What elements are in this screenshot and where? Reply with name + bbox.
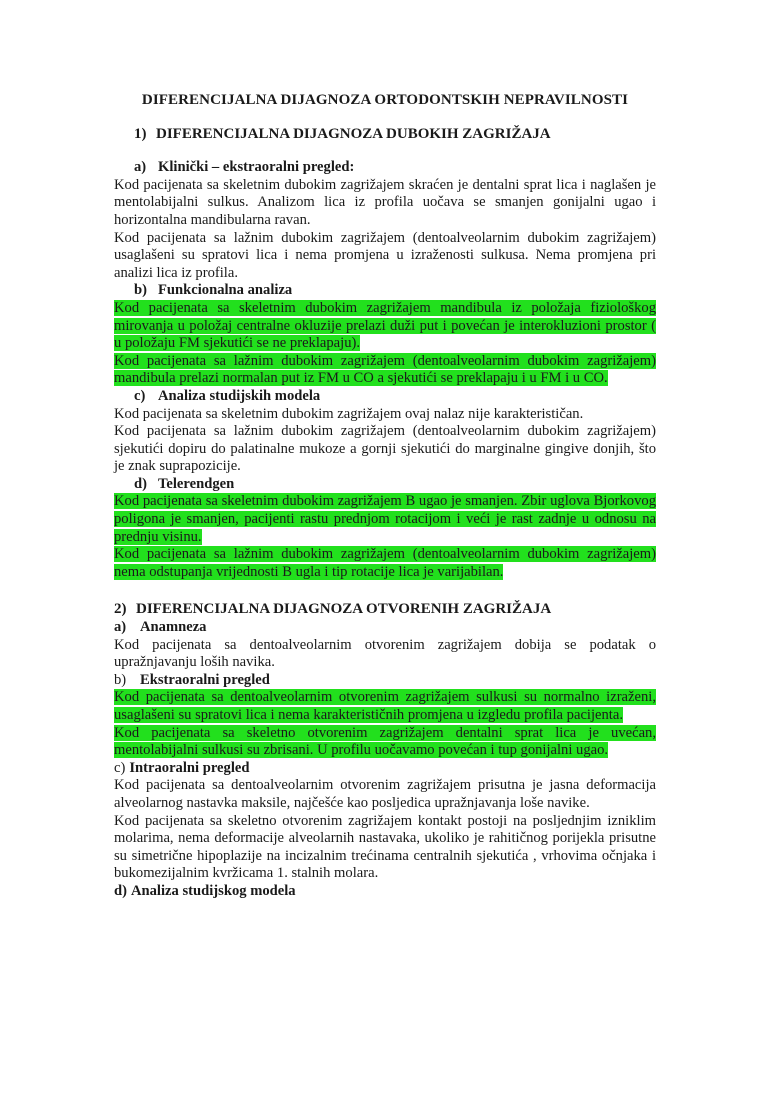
subheading-label: a) bbox=[134, 159, 147, 176]
subheading-title: Analiza studijskih modela bbox=[158, 387, 321, 404]
highlighted-text: Kod pacijenata sa skeletno otvorenim zagrižajem dentalni sprat lica je uvećan, mentolabijalni sulkusi su zbrisani. U profilu uočavamo povećan i tup gonijalni ugao. bbox=[114, 724, 656, 759]
subheading-label: c) bbox=[134, 387, 146, 404]
subheading-title: Analiza studijskog modela bbox=[130, 882, 296, 899]
subheading-2b bbox=[114, 672, 656, 690]
subheading-1a bbox=[134, 159, 656, 177]
highlighted-text: Kod pacijenata sa skeletnim dubokim zagrižajem mandibula iz položaja fiziološkog mirovanja u položaj centralne okluzije prelazi duži put i povećan je interokluzioni prostor ( u položaju FM sjekutići se ne preklapaju). bbox=[114, 299, 656, 352]
section-1-title: DIFERENCIJALNA DIJAGNOZA DUBOKIH ZAGRIŽAJA bbox=[156, 125, 551, 142]
paragraph-2c-1: Kod pacijenata sa dentoalveolarnim otvorenim zagrižajem prisutna je jasna deformacija alveolarnog nastavka maksile, najčešće kao posljedica upražnjavanja loše navike. bbox=[114, 777, 656, 811]
section-1-number: 1) bbox=[134, 125, 147, 142]
section-1-heading bbox=[134, 126, 656, 144]
highlighted-text: Kod pacijenata sa dentoalveolarnim otvorenim zagrižajem sulkusi su normalno izraženi, usaglašeni su spratovi lica i nema karakterističnih promjena u izgledu profila pacijenta. bbox=[114, 689, 656, 723]
paragraph-2a-1: Kod pacijenata sa dentoalveolarnim otvorenim zagrižajem dobija se podatak o upražnjavanju loših navika. bbox=[114, 636, 656, 671]
subheading-title: Anamneza bbox=[140, 619, 207, 636]
paragraph-1c-2: Kod pacijenata sa lažnim dubokim zagrižajem (dentoalveolarnim dubokim zagrižajem) sjekutići dopiru do palatinalne mukoze a gornji sjekutići do marginalne gingive donjih, što je znak suprapozicije. bbox=[114, 423, 656, 475]
subheading-title: Ekstraoralni pregled bbox=[140, 671, 270, 688]
subheading-label: b) bbox=[114, 671, 127, 688]
subheading-2d bbox=[114, 883, 656, 901]
paragraph-1d-2 bbox=[114, 546, 656, 581]
paragraph-1b-2 bbox=[114, 353, 656, 388]
subheading-title: Intraoralni pregled bbox=[129, 759, 250, 776]
section-2-number: 2) bbox=[114, 601, 127, 618]
subheading-label: c) bbox=[114, 759, 126, 776]
paragraph-1c-1: Kod pacijenata sa skeletnim dubokim zagrižajem ovaj nalaz nije karakterističan. bbox=[114, 405, 584, 422]
subheading-1d bbox=[134, 476, 656, 494]
subheading-2a bbox=[114, 619, 656, 637]
paragraph-1a-2: Kod pacijenata sa lažnim dubokim zagrižajem (dentoalveolarnim dubokim zagrižajem) usaglašeni su spratovi lica i nema promjena u izraženosti sulkusa. Nema promjena pri analizi lica iz profila. bbox=[114, 229, 656, 281]
subheading-2c bbox=[114, 760, 656, 778]
subheading-1c bbox=[134, 388, 656, 406]
subheading-label: d) bbox=[114, 882, 127, 899]
paragraph-2c-2: Kod pacijenata sa skeletno otvorenim zagrižajem kontakt postoji na posljednjim izniklim molarima, nema deformacije alveolarnih nastavaka, ukoliko je rahitičnog porijekla prisutne su simetrične hipoplazije na incizalnim trećinama centralnih sjekutića , vrhovima očnjaka i bukomezijalnim kvržicama 1. stalnih molara. bbox=[114, 812, 656, 882]
paragraph-1b-1 bbox=[114, 300, 656, 353]
paragraph-2b-1 bbox=[114, 689, 656, 724]
highlighted-text: Kod pacijenata sa lažnim dubokim zagrižajem (dentoalveolarnim dubokim zagrižajem) mandibula prelazi normalan put iz FM u CO a sjekutići se preklapaju i u FM i u CO. bbox=[114, 352, 656, 387]
highlighted-text: Kod pacijenata sa skeletnim dubokim zagrižajem B ugao je smanjen. Zbir uglova Bjorkovog poligona je smanjen, pacijenti rastu prednjom rotacijom i veći je rast zadnje u odnosu na prednju visinu. bbox=[114, 493, 656, 545]
subheading-1b bbox=[134, 282, 656, 300]
document-page bbox=[0, 92, 768, 1116]
section-2-title: DIFERENCIJALNA DIJAGNOZA OTVORENIH ZAGRIŽAJA bbox=[136, 601, 552, 618]
subheading-title: Klinički – ekstraoralni pregled: bbox=[158, 159, 355, 176]
subheading-label: a) bbox=[114, 619, 127, 636]
document-title: DIFERENCIJALNA DIJAGNOZA ORTODONTSKIH NEPRAVILNOSTI bbox=[141, 92, 629, 108]
section-2-heading bbox=[114, 601, 656, 619]
paragraph-1a-1: Kod pacijenata sa skeletnim dubokim zagrižajem skraćen je dentalni sprat lica i naglašen je mentolabijalni sulkus. Analizom lica iz profila uočava se smanjen gonijalni ugao i horizontalna mandibularna ravan. bbox=[114, 176, 656, 228]
subheading-title: Telerendgen bbox=[158, 475, 235, 492]
subheading-label: b) bbox=[134, 282, 147, 299]
subheading-title: Funkcionalna analiza bbox=[158, 282, 293, 299]
paragraph-1d-1 bbox=[114, 493, 656, 546]
highlighted-text: Kod pacijenata sa lažnim dubokim zagrižajem (dentoalveolarnim dubokim zagrižajem) nema odstupanja vrijednosti B ugla i tip rotacije lica je varijabilan. bbox=[114, 546, 656, 580]
subheading-label: d) bbox=[134, 475, 147, 492]
paragraph-2b-2 bbox=[114, 725, 656, 760]
